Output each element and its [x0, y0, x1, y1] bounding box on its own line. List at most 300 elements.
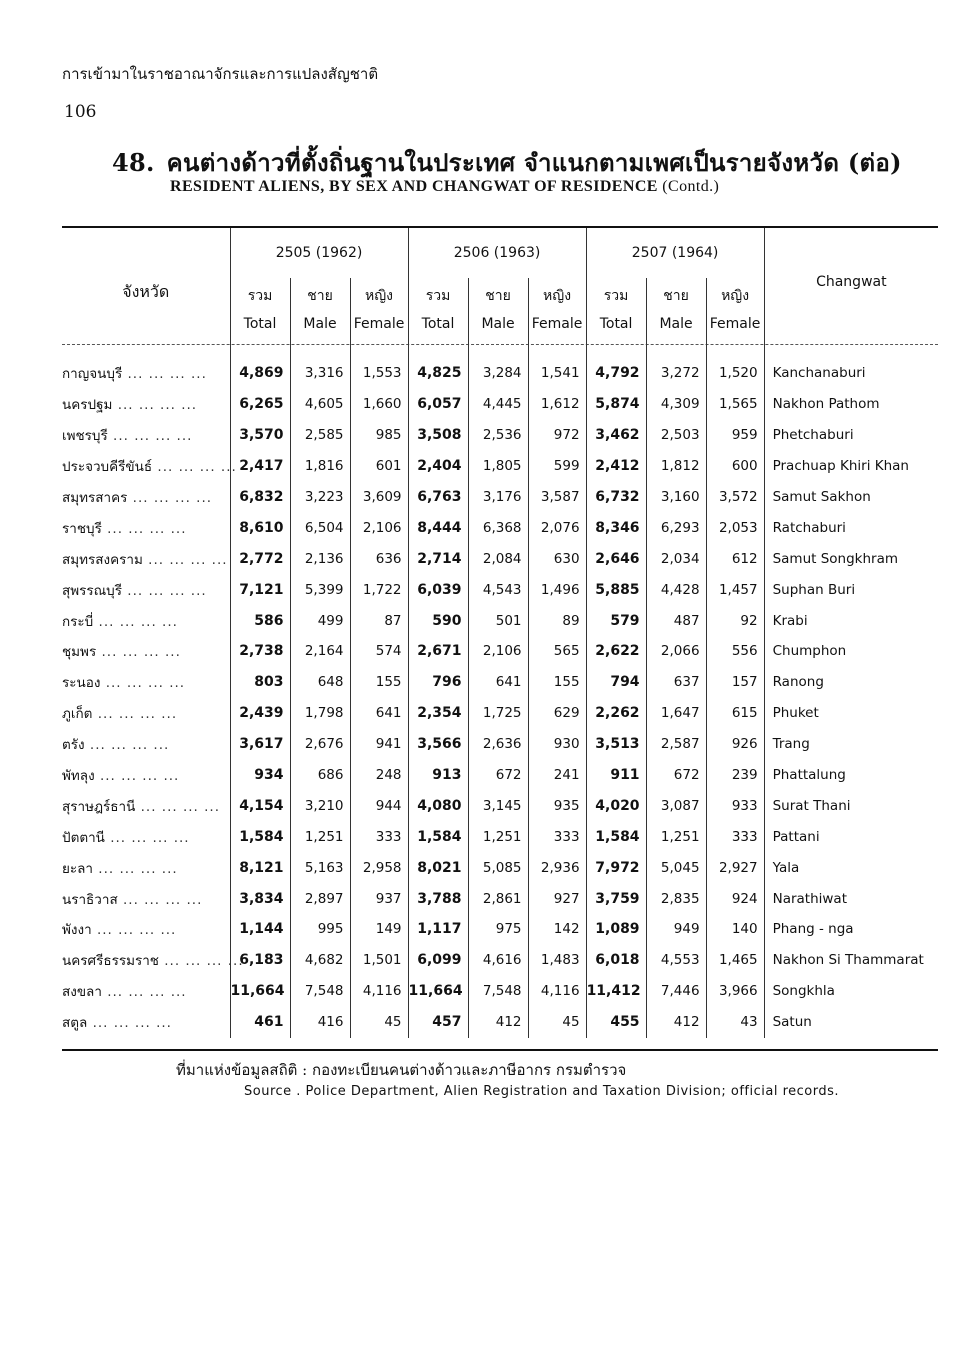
cell-total: 461 — [230, 1007, 290, 1038]
cell-female: 1,465 — [706, 945, 764, 976]
source-note-thai: ที่มาแห่งข้อมูลสถิติ : กองทะเบียนคนต่างด้าวและภาษีอากร กรมตำรวจ — [176, 1061, 627, 1079]
cell-total: 6,057 — [408, 389, 468, 420]
cell-male: 1,805 — [468, 451, 528, 482]
changwat-name-english: Phuket — [764, 698, 938, 729]
cell-male: 412 — [468, 1007, 528, 1038]
table-body — [62, 342, 938, 1038]
cell-male: 3,272 — [646, 342, 706, 389]
cell-total: 4,792 — [586, 342, 646, 389]
table-row — [62, 976, 938, 1007]
leader-dots: ... ... ... ... — [104, 829, 190, 846]
cell-male: 2,536 — [468, 420, 528, 451]
cell-total: 2,439 — [230, 698, 290, 729]
title-english-text: RESIDENT ALIENS, BY SEX AND CHANGWAT OF RESIDENCE — [170, 178, 658, 195]
changwat-name-thai: สมุทรสาคร ... ... ... ... — [62, 490, 213, 506]
changwat-name-thai: กาญจนบุรี ... ... ... ... — [62, 366, 207, 383]
changwat-name-english: Yala — [764, 852, 938, 883]
cell-male: 7,548 — [468, 976, 528, 1007]
table-row — [62, 852, 938, 883]
cell-female: 636 — [350, 543, 408, 574]
cell-male: 6,504 — [290, 512, 350, 543]
cell-male: 2,897 — [290, 883, 350, 914]
table-row — [62, 698, 938, 729]
cell-total: 1,584 — [586, 821, 646, 852]
cell-female: 2,927 — [706, 852, 764, 883]
changwat-name-english: Trang — [764, 729, 938, 760]
cell-total: 3,513 — [586, 729, 646, 760]
cell-female: 935 — [528, 790, 586, 821]
cell-total: 6,039 — [408, 574, 468, 605]
table-row — [62, 389, 938, 420]
cell-total: 2,404 — [408, 451, 468, 482]
cell-total: 590 — [408, 605, 468, 636]
cell-female: 944 — [350, 790, 408, 821]
header-year-row — [62, 228, 938, 278]
cell-female: 157 — [706, 667, 764, 698]
header-male: ชาย Male — [290, 278, 350, 342]
cell-total: 2,671 — [408, 636, 468, 667]
leader-dots: ... ... ... ... — [107, 428, 193, 445]
cell-total: 11,664 — [230, 976, 290, 1007]
cell-male: 6,368 — [468, 512, 528, 543]
cell-female: 45 — [350, 1007, 408, 1038]
running-head: การเข้ามาในราชอาณาจักรและการแปลงสัญชาติ — [62, 65, 379, 83]
cell-total: 6,018 — [586, 945, 646, 976]
cell-female: 959 — [706, 420, 764, 451]
cell-male: 3,223 — [290, 482, 350, 513]
cell-female: 241 — [528, 760, 586, 791]
cell-total: 1,584 — [408, 821, 468, 852]
changwat-name-english: Nakhon Pathom — [764, 389, 938, 420]
leader-dots: ... ... ... ... — [87, 1015, 172, 1032]
cell-male: 416 — [290, 1007, 350, 1038]
leader-dots: ... ... ... ... — [93, 860, 178, 877]
changwat-name-thai: กระบี่ ... ... ... ... — [62, 613, 178, 630]
cell-female: 565 — [528, 636, 586, 667]
cell-male: 2,636 — [468, 729, 528, 760]
changwat-name-english: Samut Sakhon — [764, 482, 938, 513]
cell-male: 487 — [646, 605, 706, 636]
changwat-name-thai: นครปฐม ... ... ... ... — [62, 397, 198, 414]
cell-total: 6,099 — [408, 945, 468, 976]
cell-female: 1,457 — [706, 574, 764, 605]
leader-dots: ... ... ... ... — [96, 644, 181, 661]
cell-total: 2,417 — [230, 451, 290, 482]
leader-dots: ... ... ... ... — [100, 675, 186, 692]
leader-dots: ... ... ... ... — [122, 366, 207, 383]
cell-male: 3,160 — [646, 482, 706, 513]
cell-male: 686 — [290, 760, 350, 791]
cell-total: 794 — [586, 667, 646, 698]
table-row — [62, 342, 938, 389]
cell-female: 239 — [706, 760, 764, 791]
table-number: 48. — [112, 148, 155, 177]
table-row — [62, 760, 938, 791]
cell-male: 2,861 — [468, 883, 528, 914]
cell-male: 3,087 — [646, 790, 706, 821]
changwat-name-thai: สตูล ... ... ... ... — [62, 1015, 172, 1032]
cell-total: 6,265 — [230, 389, 290, 420]
cell-male: 2,136 — [290, 543, 350, 574]
cell-female: 1,496 — [528, 574, 586, 605]
cell-male: 499 — [290, 605, 350, 636]
source-note-english: Source . Police Department, Alien Registration and Taxation Division; official records. — [244, 1084, 839, 1099]
cell-total: 11,412 — [586, 976, 646, 1007]
table-row — [62, 482, 938, 513]
cell-total: 8,444 — [408, 512, 468, 543]
table-row — [62, 729, 938, 760]
cell-total: 2,622 — [586, 636, 646, 667]
leader-dots: ... ... ... ... — [127, 490, 213, 506]
cell-female: 630 — [528, 543, 586, 574]
cell-female: 926 — [706, 729, 764, 760]
header-male: ชาย Male — [468, 278, 528, 342]
cell-total: 8,346 — [586, 512, 646, 543]
cell-female: 4,116 — [528, 976, 586, 1007]
table-row — [62, 667, 938, 698]
cell-total: 3,759 — [586, 883, 646, 914]
cell-male: 2,587 — [646, 729, 706, 760]
cell-male: 2,084 — [468, 543, 528, 574]
cell-total: 911 — [586, 760, 646, 791]
cell-total: 8,021 — [408, 852, 468, 883]
cell-male: 1,725 — [468, 698, 528, 729]
cell-male: 2,106 — [468, 636, 528, 667]
cell-male: 4,309 — [646, 389, 706, 420]
cell-male: 3,210 — [290, 790, 350, 821]
header-female: หญิง Female — [706, 278, 764, 342]
header-total: รวม Total — [408, 278, 468, 342]
cell-male: 1,812 — [646, 451, 706, 482]
changwat-name-english: Krabi — [764, 605, 938, 636]
changwat-name-english: Nakhon Si Thammarat — [764, 945, 938, 976]
cell-total: 2,738 — [230, 636, 290, 667]
cell-male: 2,585 — [290, 420, 350, 451]
cell-female: 3,572 — [706, 482, 764, 513]
cell-total: 2,772 — [230, 543, 290, 574]
changwat-name-thai: สมุทรสงคราม ... ... ... ... — [62, 551, 228, 568]
cell-male: 412 — [646, 1007, 706, 1038]
cell-female: 2,076 — [528, 512, 586, 543]
changwat-name-thai: ประจวบคีรีขันธ์ ... ... ... ... — [62, 459, 237, 476]
cell-total: 4,825 — [408, 342, 468, 389]
cell-female: 933 — [706, 790, 764, 821]
table-bottom-rule — [62, 1049, 938, 1051]
table-row — [62, 605, 938, 636]
changwat-name-english: Phattalung — [764, 760, 938, 791]
leader-dots: ... ... ... ... — [91, 922, 177, 939]
cell-total: 6,732 — [586, 482, 646, 513]
cell-female: 155 — [528, 667, 586, 698]
cell-female: 1,553 — [350, 342, 408, 389]
cell-total: 1,584 — [230, 821, 290, 852]
resident-aliens-table — [62, 228, 938, 1038]
table-row — [62, 574, 938, 605]
cell-male: 3,316 — [290, 342, 350, 389]
cell-male: 4,553 — [646, 945, 706, 976]
page-number: 106 — [64, 102, 97, 122]
cell-female: 45 — [528, 1007, 586, 1038]
cell-female: 2,958 — [350, 852, 408, 883]
cell-male: 4,682 — [290, 945, 350, 976]
cell-female: 155 — [350, 667, 408, 698]
cell-male: 1,251 — [646, 821, 706, 852]
cell-total: 6,183 — [230, 945, 290, 976]
cell-female: 612 — [706, 543, 764, 574]
table-row — [62, 945, 938, 976]
changwat-name-thai: นราธิวาส ... ... ... ... — [62, 891, 203, 908]
changwat-name-english: Narathiwat — [764, 883, 938, 914]
cell-total: 3,570 — [230, 420, 290, 451]
header-total: รวม Total — [230, 278, 290, 342]
changwat-name-thai: ยะลา ... ... ... ... — [62, 860, 178, 877]
cell-male: 641 — [468, 667, 528, 698]
cell-total: 579 — [586, 605, 646, 636]
cell-total: 796 — [408, 667, 468, 698]
cell-female: 2,053 — [706, 512, 764, 543]
cell-female: 149 — [350, 914, 408, 945]
cell-male: 1,798 — [290, 698, 350, 729]
changwat-name-thai: ตรัง ... ... ... ... — [62, 737, 170, 754]
cell-female: 1,541 — [528, 342, 586, 389]
cell-female: 43 — [706, 1007, 764, 1038]
cell-male: 1,647 — [646, 698, 706, 729]
changwat-name-english: Prachuap Khiri Khan — [764, 451, 938, 482]
cell-male: 2,676 — [290, 729, 350, 760]
leader-dots: ... ... ... ... — [152, 459, 237, 476]
changwat-name-thai: ชุมพร ... ... ... ... — [62, 644, 181, 661]
table-row — [62, 543, 938, 574]
cell-total: 4,154 — [230, 790, 290, 821]
cell-female: 930 — [528, 729, 586, 760]
cell-male: 3,176 — [468, 482, 528, 513]
cell-male: 2,066 — [646, 636, 706, 667]
cell-total: 1,144 — [230, 914, 290, 945]
changwat-name-thai: เพชรบุรี ... ... ... ... — [62, 428, 193, 445]
cell-total: 3,617 — [230, 729, 290, 760]
cell-total: 4,869 — [230, 342, 290, 389]
cell-female: 629 — [528, 698, 586, 729]
cell-total: 2,412 — [586, 451, 646, 482]
cell-total: 7,121 — [230, 574, 290, 605]
cell-female: 248 — [350, 760, 408, 791]
cell-female: 2,936 — [528, 852, 586, 883]
leader-dots: ... ... ... ... — [92, 706, 178, 723]
cell-male: 648 — [290, 667, 350, 698]
changwat-name-thai: สงขลา ... ... ... ... — [62, 984, 187, 1001]
table-title-thai — [112, 143, 902, 182]
leader-dots: ... ... ... ... — [101, 984, 187, 1001]
header-female: หญิง Female — [350, 278, 408, 342]
changwat-name-english: Kanchanaburi — [764, 342, 938, 389]
leader-dots: ... ... ... ... — [122, 582, 207, 599]
cell-female: 972 — [528, 420, 586, 451]
cell-male: 4,543 — [468, 574, 528, 605]
changwat-name-english: Surat Thani — [764, 790, 938, 821]
cell-female: 1,565 — [706, 389, 764, 420]
cell-female: 615 — [706, 698, 764, 729]
cell-total: 3,566 — [408, 729, 468, 760]
header-female: หญิง Female — [528, 278, 586, 342]
cell-male: 2,835 — [646, 883, 706, 914]
table-row — [62, 636, 938, 667]
cell-total: 3,788 — [408, 883, 468, 914]
title-contd: (Contd.) — [662, 178, 720, 195]
table-title-english — [170, 178, 719, 196]
cell-total: 4,020 — [586, 790, 646, 821]
cell-total: 2,646 — [586, 543, 646, 574]
cell-total: 1,117 — [408, 914, 468, 945]
cell-total: 5,874 — [586, 389, 646, 420]
changwat-name-thai: สุพรรณบุรี ... ... ... ... — [62, 582, 207, 599]
cell-female: 92 — [706, 605, 764, 636]
changwat-name-english: Songkhla — [764, 976, 938, 1007]
cell-male: 4,428 — [646, 574, 706, 605]
cell-male: 975 — [468, 914, 528, 945]
cell-female: 89 — [528, 605, 586, 636]
cell-male: 5,085 — [468, 852, 528, 883]
cell-total: 7,972 — [586, 852, 646, 883]
changwat-name-english: Phetchaburi — [764, 420, 938, 451]
cell-female: 87 — [350, 605, 408, 636]
header-year-2505: 2505 (1962) — [230, 228, 408, 278]
cell-female: 3,587 — [528, 482, 586, 513]
header-year-2506: 2506 (1963) — [408, 228, 586, 278]
cell-male: 6,293 — [646, 512, 706, 543]
changwat-name-thai: นครศรีธรรมราช ... ... ... ... — [62, 953, 244, 970]
leader-dots: ... ... ... ... — [135, 798, 221, 815]
header-male: ชาย Male — [646, 278, 706, 342]
cell-total: 2,714 — [408, 543, 468, 574]
cell-female: 2,106 — [350, 512, 408, 543]
cell-male: 7,548 — [290, 976, 350, 1007]
cell-female: 641 — [350, 698, 408, 729]
cell-female: 333 — [350, 821, 408, 852]
cell-female: 1,612 — [528, 389, 586, 420]
changwat-name-english: Samut Songkhram — [764, 543, 938, 574]
cell-male: 637 — [646, 667, 706, 698]
changwat-name-thai: พัทลุง ... ... ... ... — [62, 768, 180, 785]
cell-male: 995 — [290, 914, 350, 945]
cell-female: 924 — [706, 883, 764, 914]
cell-female: 1,722 — [350, 574, 408, 605]
cell-total: 4,080 — [408, 790, 468, 821]
cell-female: 3,609 — [350, 482, 408, 513]
leader-dots: ... ... ... ... — [93, 613, 178, 630]
cell-female: 140 — [706, 914, 764, 945]
cell-total: 8,610 — [230, 512, 290, 543]
table-row — [62, 790, 938, 821]
changwat-name-thai: ปัตตานี ... ... ... ... — [62, 829, 190, 846]
cell-total: 6,763 — [408, 482, 468, 513]
cell-female: 1,660 — [350, 389, 408, 420]
cell-male: 5,399 — [290, 574, 350, 605]
cell-total: 455 — [586, 1007, 646, 1038]
cell-female: 599 — [528, 451, 586, 482]
header-changwat-thai: จังหวัด — [122, 282, 170, 301]
header-year-2507: 2507 (1964) — [586, 228, 764, 278]
table-row — [62, 420, 938, 451]
table-row — [62, 914, 938, 945]
cell-male: 7,446 — [646, 976, 706, 1007]
cell-female: 4,116 — [350, 976, 408, 1007]
cell-total: 11,664 — [408, 976, 468, 1007]
leader-dots: ... ... ... ... — [158, 953, 244, 970]
cell-male: 4,616 — [468, 945, 528, 976]
changwat-name-english: Phang - nga — [764, 914, 938, 945]
leader-dots: ... ... ... ... — [84, 737, 170, 754]
cell-male: 4,605 — [290, 389, 350, 420]
table-row — [62, 512, 938, 543]
table-row — [62, 883, 938, 914]
cell-female: 601 — [350, 451, 408, 482]
cell-male: 1,816 — [290, 451, 350, 482]
leader-dots: ... ... ... ... — [112, 397, 198, 414]
cell-male: 5,045 — [646, 852, 706, 883]
cell-total: 913 — [408, 760, 468, 791]
cell-total: 934 — [230, 760, 290, 791]
cell-female: 1,520 — [706, 342, 764, 389]
header-changwat-english: Changwat — [764, 228, 938, 342]
cell-male: 3,145 — [468, 790, 528, 821]
cell-total: 8,121 — [230, 852, 290, 883]
changwat-name-english: Satun — [764, 1007, 938, 1038]
cell-male: 2,503 — [646, 420, 706, 451]
cell-male: 5,163 — [290, 852, 350, 883]
cell-female: 937 — [350, 883, 408, 914]
changwat-name-thai: ราชบุรี ... ... ... ... — [62, 520, 187, 537]
leader-dots: ... ... ... ... — [101, 520, 187, 537]
cell-female: 142 — [528, 914, 586, 945]
changwat-name-english: Ranong — [764, 667, 938, 698]
cell-female: 1,501 — [350, 945, 408, 976]
cell-total: 457 — [408, 1007, 468, 1038]
cell-total: 2,262 — [586, 698, 646, 729]
cell-male: 1,251 — [468, 821, 528, 852]
cell-female: 574 — [350, 636, 408, 667]
cell-male: 2,164 — [290, 636, 350, 667]
header-total: รวม Total — [586, 278, 646, 342]
table-row — [62, 451, 938, 482]
cell-male: 3,284 — [468, 342, 528, 389]
cell-male: 4,445 — [468, 389, 528, 420]
changwat-name-english: Chumphon — [764, 636, 938, 667]
cell-male: 1,251 — [290, 821, 350, 852]
changwat-name-english: Ratchaburi — [764, 512, 938, 543]
table-row — [62, 821, 938, 852]
changwat-name-english: Suphan Buri — [764, 574, 938, 605]
cell-female: 556 — [706, 636, 764, 667]
cell-male: 672 — [646, 760, 706, 791]
cell-total: 5,885 — [586, 574, 646, 605]
cell-total: 803 — [230, 667, 290, 698]
leader-dots: ... ... ... ... — [94, 768, 180, 785]
cell-total: 1,089 — [586, 914, 646, 945]
changwat-name-english: Pattani — [764, 821, 938, 852]
cell-male: 949 — [646, 914, 706, 945]
changwat-name-thai: สุราษฎร์ธานี ... ... ... ... — [62, 798, 221, 815]
cell-male: 501 — [468, 605, 528, 636]
cell-total: 586 — [230, 605, 290, 636]
table-row — [62, 1007, 938, 1038]
cell-female: 600 — [706, 451, 764, 482]
cell-total: 3,462 — [586, 420, 646, 451]
changwat-name-thai: ภูเก็ต ... ... ... ... — [62, 706, 178, 723]
cell-male: 2,034 — [646, 543, 706, 574]
cell-female: 3,966 — [706, 976, 764, 1007]
cell-female: 927 — [528, 883, 586, 914]
cell-female: 333 — [706, 821, 764, 852]
